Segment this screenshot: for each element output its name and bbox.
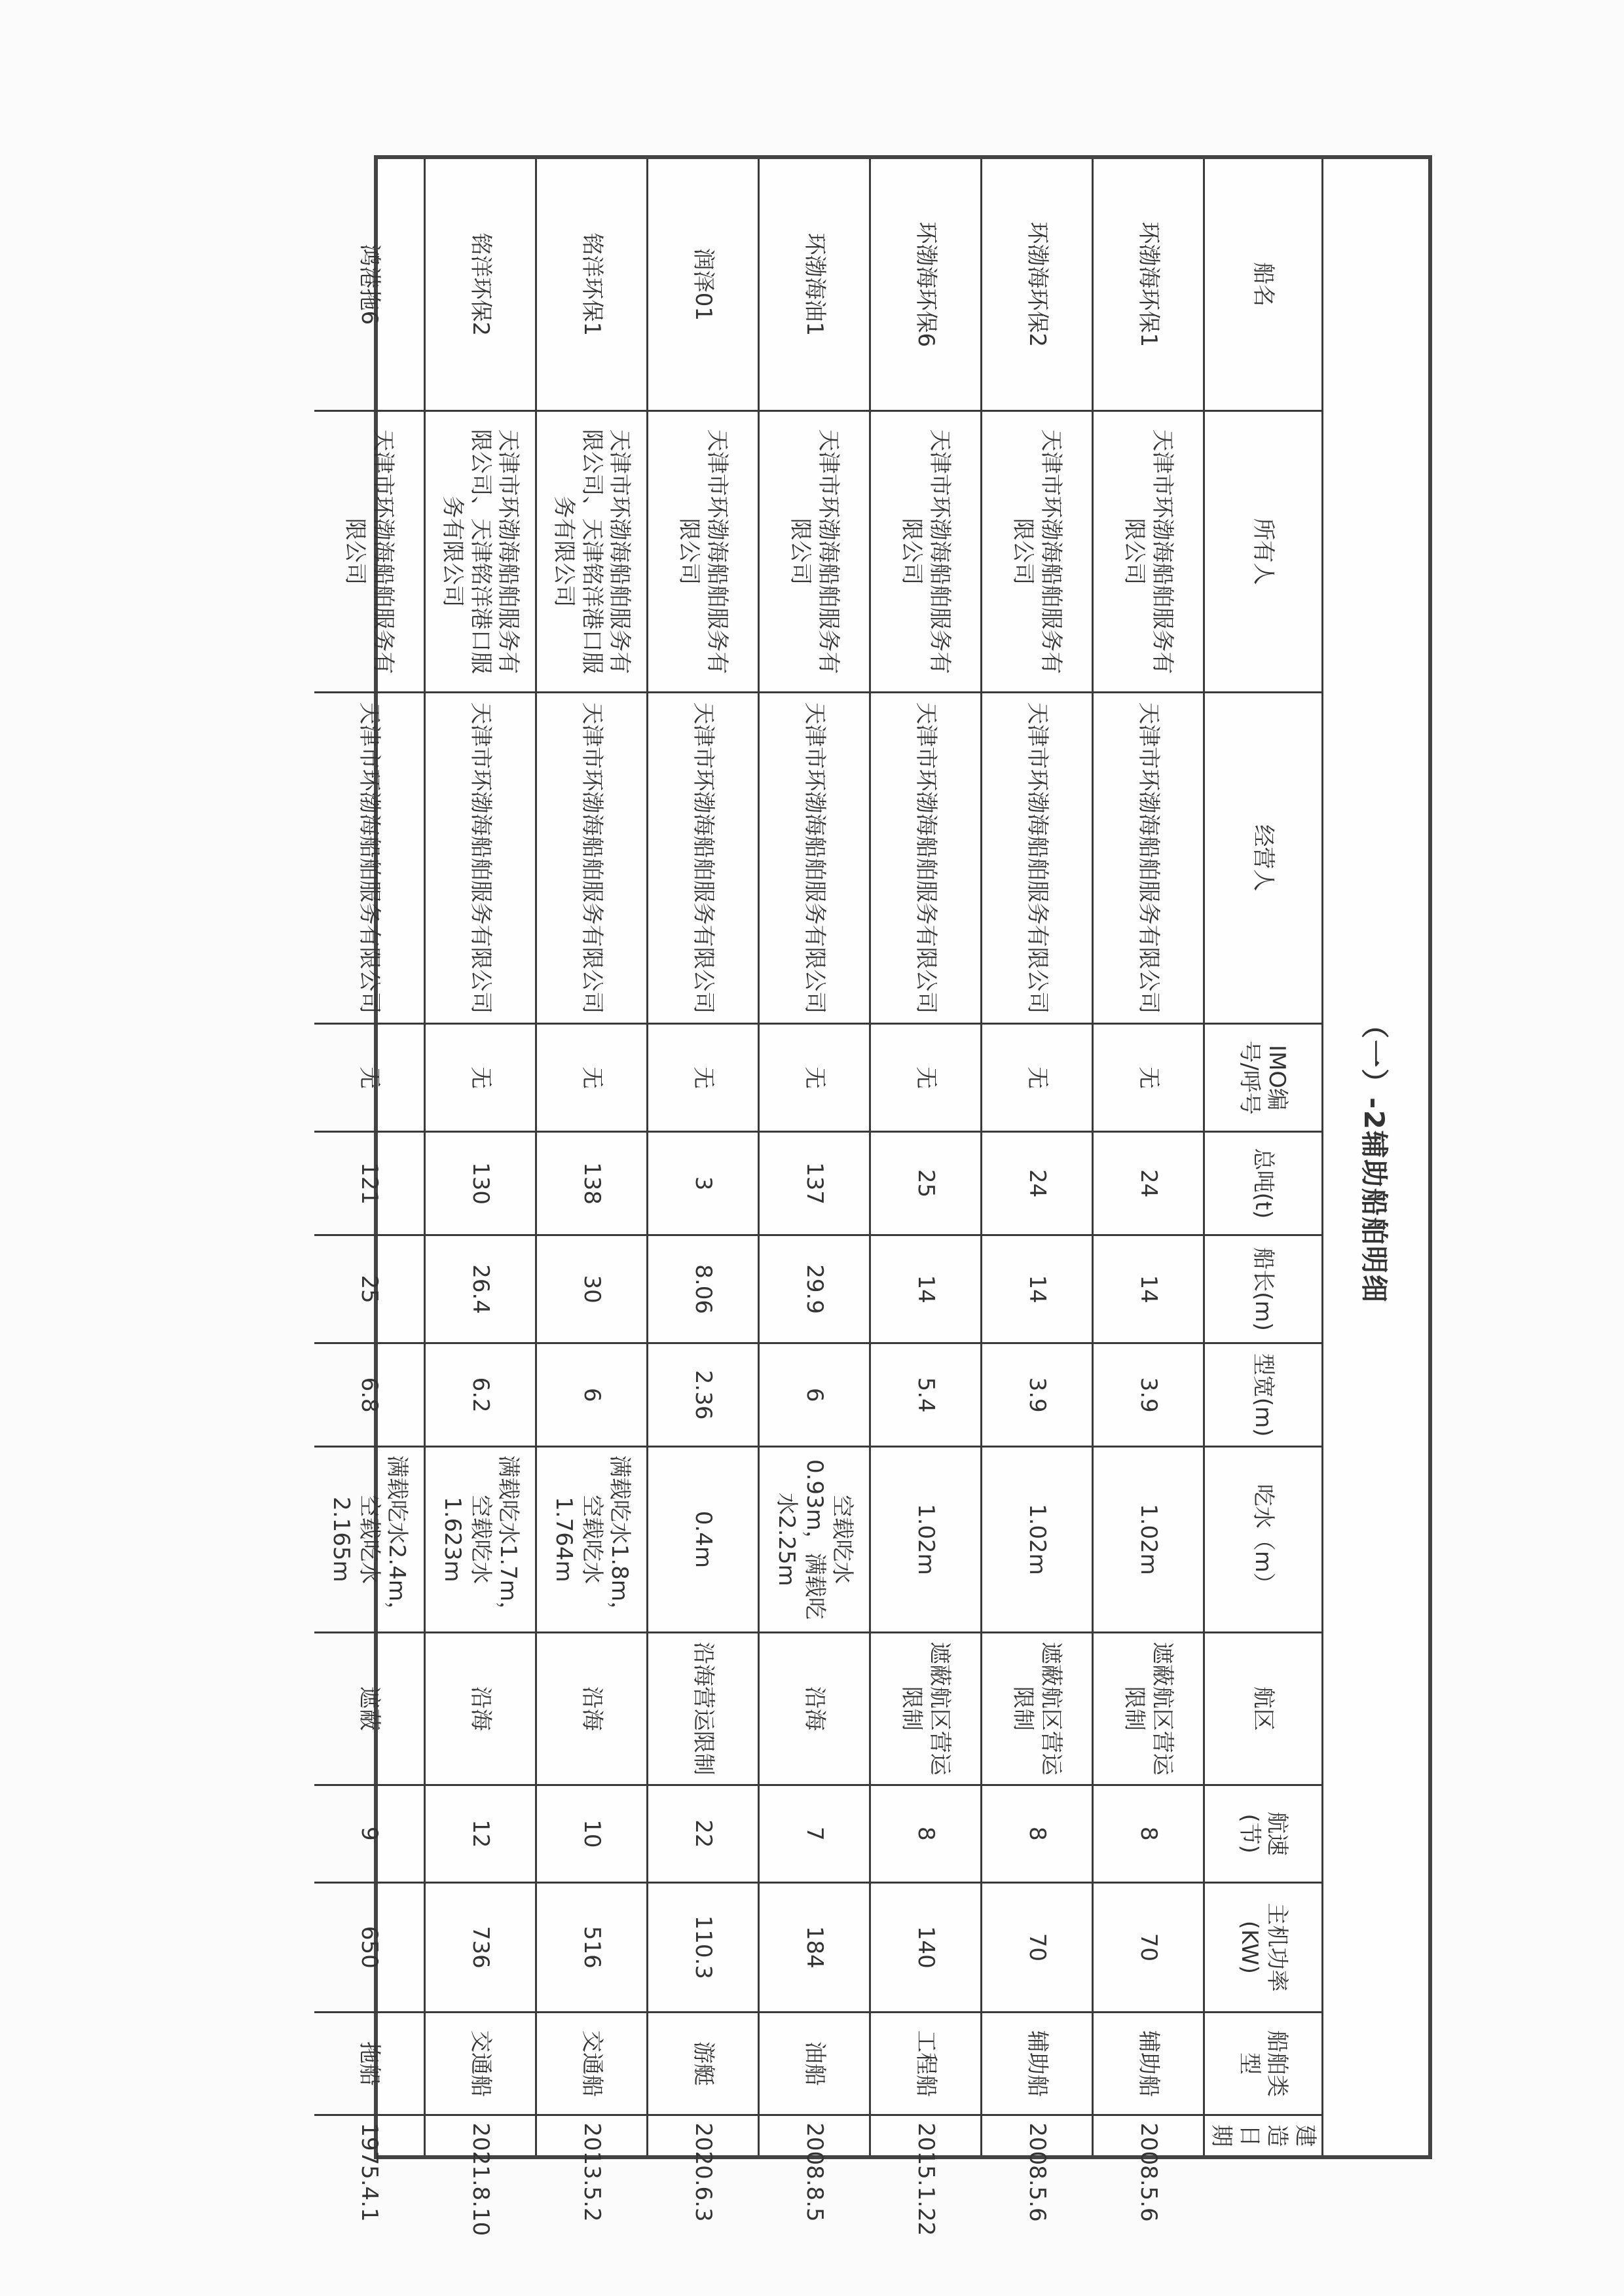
cell-speed: 8 (870, 1785, 982, 1882)
cell-ship-name: 铭洋环保2 (425, 159, 536, 410)
table-row (982, 159, 1093, 2155)
cell-build-date: 2015.1.22 (870, 2115, 982, 2155)
cell-build-date: 2008.8.5 (759, 2115, 870, 2155)
table-row (870, 159, 982, 2155)
cell-operator: 天津市环渤海船舶服务有限公司 (425, 693, 536, 1024)
cell-ship-type: 游艇 (648, 2012, 759, 2115)
cell-draft: 0.4m (648, 1446, 759, 1632)
cell-engine-power: 110.3 (648, 1883, 759, 2013)
cell-beam: 3.9 (1093, 1343, 1204, 1447)
cell-speed: 8 (1093, 1785, 1204, 1882)
cell-operator: 天津市环渤海船舶服务有限公司 (870, 693, 982, 1024)
cell-operator: 天津市环渤海船舶服务有限公司 (314, 693, 425, 1024)
cell-build-date: 1975.4.1 (314, 2115, 425, 2155)
cell-operator: 天津市环渤海船舶服务有限公司 (759, 693, 870, 1024)
cell-draft: 1.02m (1093, 1446, 1204, 1632)
cell-owner: 天津市环渤海船舶服务有限公司 (982, 410, 1093, 692)
cell-speed: 12 (425, 1785, 536, 1882)
cell-imo: 无 (870, 1023, 982, 1132)
cell-beam: 6 (536, 1343, 648, 1447)
header-length: 船长(m) (1204, 1235, 1323, 1343)
header-draft: 吃水（m） (1204, 1446, 1323, 1632)
cell-draft: 空载吃水0.93m，满载吃水2.25m (759, 1446, 870, 1632)
cell-operator: 天津市环渤海船舶服务有限公司 (648, 693, 759, 1024)
cell-operator: 天津市环渤海船舶服务有限公司 (536, 693, 648, 1024)
cell-ship-type: 交通船 (425, 2012, 536, 2115)
table-row (314, 159, 425, 2155)
cell-ship-name: 环渤海环保2 (982, 159, 1093, 410)
cell-gross-tonnage: 138 (536, 1132, 648, 1235)
cell-imo: 无 (1093, 1023, 1204, 1132)
cell-gross-tonnage: 137 (759, 1132, 870, 1235)
cell-owner: 天津市环渤海船舶服务有限公司、天津铭洋港口服务有限公司 (425, 410, 536, 692)
cell-gross-tonnage: 3 (648, 1132, 759, 1235)
header-navigation-area: 航区 (1204, 1632, 1323, 1785)
cell-draft: 满载吃水1.7m，空载吃水1.623m (425, 1446, 536, 1632)
cell-draft: 1.02m (982, 1446, 1093, 1632)
cell-length: 25 (314, 1235, 425, 1343)
cell-navigation-area: 遮蔽航区营运限制 (982, 1632, 1093, 1785)
cell-beam: 3.9 (982, 1343, 1093, 1447)
cell-owner: 天津市环渤海船舶服务有限公司 (1093, 410, 1204, 692)
cell-build-date: 2020.6.3 (648, 2115, 759, 2155)
cell-engine-power: 184 (759, 1883, 870, 2013)
cell-imo: 无 (425, 1023, 536, 1132)
cell-build-date: 2008.5.6 (982, 2115, 1093, 2155)
cell-draft: 满载吃水1.8m，空载吃水1.764m (536, 1446, 648, 1632)
cell-operator: 天津市环渤海船舶服务有限公司 (1093, 693, 1204, 1024)
cell-owner: 天津市环渤海船舶服务有限公司、天津铭洋港口服务有限公司 (536, 410, 648, 692)
cell-imo: 无 (648, 1023, 759, 1132)
cell-engine-power: 70 (982, 1883, 1093, 2013)
cell-imo: 无 (759, 1023, 870, 1132)
cell-beam: 6.8 (314, 1343, 425, 1447)
cell-imo: 无 (314, 1023, 425, 1132)
page-title: （一）-2辅助船舶明细 (1358, 1011, 1390, 1303)
cell-navigation-area: 遮蔽航区营运限制 (870, 1632, 982, 1785)
auxiliary-vessel-table (314, 159, 1323, 2236)
cell-length: 14 (870, 1235, 982, 1343)
cell-navigation-area: 沿海营运限制 (648, 1632, 759, 1785)
table-header-row (1204, 159, 1323, 2155)
cell-navigation-area: 遮蔽航区营运限制 (1093, 1632, 1204, 1785)
cell-beam: 6.2 (425, 1343, 536, 1447)
cell-gross-tonnage: 24 (1093, 1132, 1204, 1235)
cell-ship-type: 拖船 (314, 2012, 425, 2115)
cell-ship-name: 环渤海油1 (759, 159, 870, 410)
cell-engine-power: 140 (870, 1883, 982, 2013)
cell-length: 26.4 (425, 1235, 536, 1343)
cell-length: 30 (536, 1235, 648, 1343)
table-row (536, 159, 648, 2155)
cell-owner: 天津市环渤海船舶服务有限公司 (648, 410, 759, 692)
cell-speed: 22 (648, 1785, 759, 1882)
cell-length: 14 (1093, 1235, 1204, 1343)
cell-gross-tonnage: 24 (982, 1132, 1093, 1235)
cell-engine-power: 650 (314, 1883, 425, 2013)
cell-owner: 天津市环渤海船舶服务有限公司 (759, 410, 870, 692)
cell-imo: 无 (982, 1023, 1093, 1132)
cell-ship-type: 油船 (759, 2012, 870, 2115)
header-gross-tonnage: 总吨(t) (1204, 1132, 1323, 1235)
cell-draft: 1.02m (870, 1446, 982, 1632)
cell-build-date: 2008.5.6 (1093, 2115, 1204, 2155)
cell-ship-name: 铭洋环保1 (536, 159, 648, 410)
cell-navigation-area: 沿海 (425, 1632, 536, 1785)
cell-ship-type: 交通船 (536, 2012, 648, 2115)
cell-operator: 天津市环渤海船舶服务有限公司 (982, 693, 1093, 1024)
cell-speed: 7 (759, 1785, 870, 1882)
cell-owner: 天津市环渤海船舶服务有限公司 (314, 410, 425, 692)
cell-navigation-area: 沿海 (536, 1632, 648, 1785)
cell-length: 8.06 (648, 1235, 759, 1343)
cell-build-date: 2021.8.10 (425, 2115, 536, 2155)
cell-beam: 6 (759, 1343, 870, 1447)
header-build-date: 建造日期 (1204, 2115, 1323, 2155)
cell-ship-name: 环渤海环保6 (870, 159, 982, 410)
header-speed: 航速(节) (1204, 1785, 1323, 1882)
header-owner: 所有人 (1204, 410, 1323, 692)
header-beam: 型宽(m) (1204, 1343, 1323, 1447)
cell-beam: 2.36 (648, 1343, 759, 1447)
table-row (425, 159, 536, 2155)
cell-gross-tonnage: 25 (870, 1132, 982, 1235)
table-row (648, 159, 759, 2155)
cell-imo: 无 (536, 1023, 648, 1132)
cell-ship-type: 辅助船 (982, 2012, 1093, 2115)
cell-engine-power: 736 (425, 1883, 536, 2013)
header-ship-type: 船舶类型 (1204, 2012, 1323, 2115)
cell-draft: 满载吃水2.4m，空载吃水2.165m (314, 1446, 425, 1632)
cell-speed: 10 (536, 1785, 648, 1882)
cell-speed: 9 (314, 1785, 425, 1882)
cell-build-date: 2013.5.2 (536, 2115, 648, 2155)
header-engine-power: 主机功率(KW) (1204, 1883, 1323, 2013)
cell-owner: 天津市环渤海船舶服务有限公司 (870, 410, 982, 692)
cell-length: 29.9 (759, 1235, 870, 1343)
cell-navigation-area: 沿海 (759, 1632, 870, 1785)
cell-ship-name: 润泽01 (648, 159, 759, 410)
cell-speed: 8 (982, 1785, 1093, 1882)
header-imo: IMO编号/呼号 (1204, 1023, 1323, 1132)
cell-beam: 5.4 (870, 1343, 982, 1447)
cell-length: 14 (982, 1235, 1093, 1343)
cell-engine-power: 516 (536, 1883, 648, 2013)
cell-gross-tonnage: 130 (425, 1132, 536, 1235)
table-row (1093, 159, 1204, 2155)
header-ship-name: 船名 (1204, 159, 1323, 410)
table-row (759, 159, 870, 2155)
document-table-frame (328, 155, 1432, 2236)
header-operator: 经营人 (1204, 693, 1323, 1024)
cell-gross-tonnage: 121 (314, 1132, 425, 1235)
cell-ship-name: 环渤海环保1 (1093, 159, 1204, 410)
cell-engine-power: 70 (1093, 1883, 1204, 2013)
cell-ship-type: 工程船 (870, 2012, 982, 2115)
cell-ship-name: 鸿港拖6 (314, 159, 425, 410)
cell-ship-type: 辅助船 (1093, 2012, 1204, 2115)
cell-navigation-area: 遮蔽 (314, 1632, 425, 1785)
